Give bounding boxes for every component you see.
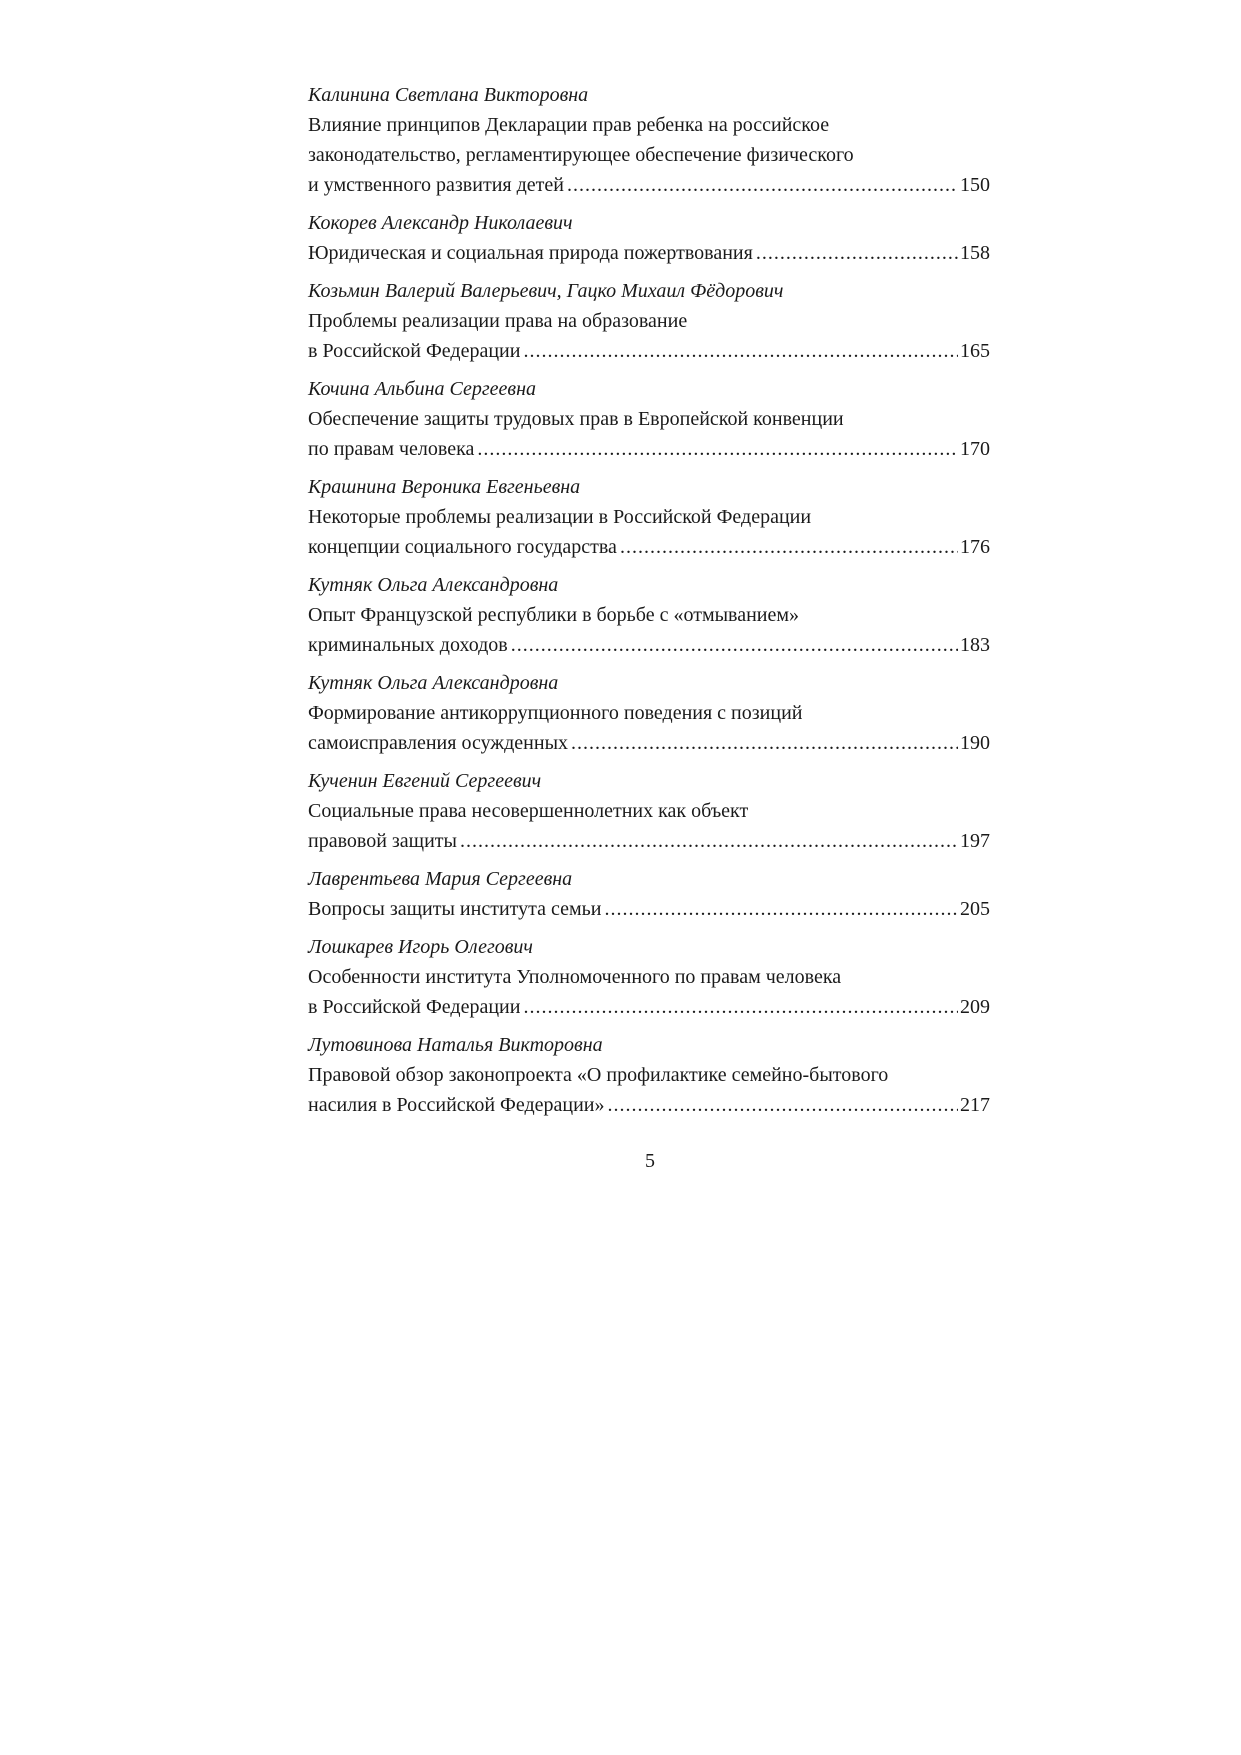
dot-leader — [460, 826, 958, 856]
entry-title-line: Влияние принципов Декларации прав ребенка на российское — [308, 114, 830, 136]
toc-entry — [308, 1030, 990, 1120]
entry-title-line: Социальные права несовершеннолетних как объект — [308, 800, 749, 822]
entry-title-line: законодательство, регламентирующее обеспечение физического — [308, 144, 854, 166]
toc-entry — [308, 932, 990, 1022]
toc-entry — [308, 374, 990, 464]
entry-title-line: Некоторые проблемы реализации в Российской Федерации — [308, 506, 812, 528]
entry-title-text: самоисправления осужденных — [308, 732, 569, 754]
entry-title-text: в Российской Федерации — [308, 340, 521, 362]
entry-title-text: насилия в Российской Федерации» — [308, 1094, 605, 1116]
dot-leader — [567, 170, 958, 200]
toc-entry — [308, 668, 990, 758]
dot-leader — [523, 992, 958, 1022]
entry-author: Козьмин Валерий Валерьевич, Гацко Михаил Фёдорович — [308, 280, 784, 302]
entry-title-last-line — [308, 532, 990, 562]
dot-leader — [511, 630, 958, 660]
dot-leader — [608, 1090, 958, 1120]
entry-page-number: 158 — [960, 242, 990, 264]
entry-title-text: криминальных доходов — [308, 634, 508, 656]
entry-title-text: в Российской Федерации — [308, 996, 521, 1018]
dot-leader — [756, 238, 958, 268]
entry-author: Калинина Светлана Викторовна — [308, 84, 589, 106]
table-of-contents — [308, 80, 990, 1128]
entry-page-number: 209 — [960, 996, 990, 1018]
entry-title-line: Обеспечение защиты трудовых прав в Европейской конвенции — [308, 408, 844, 430]
entry-title-line: Особенности института Уполномоченного по правам человека — [308, 966, 842, 988]
entry-title-last-line — [308, 170, 990, 200]
page-number: 5 — [645, 1150, 655, 1172]
entry-author: Кутняк Ольга Александровна — [308, 574, 559, 596]
entry-title-last-line — [308, 630, 990, 660]
entry-page-number: 217 — [960, 1094, 990, 1116]
entry-author: Лутовинова Наталья Викторовна — [308, 1034, 603, 1056]
entry-title-last-line — [308, 894, 990, 924]
entry-title-last-line — [308, 238, 990, 268]
entry-title-line: Правовой обзор законопроекта «О профилактике семейно-бытового — [308, 1064, 889, 1086]
entry-page-number: 150 — [960, 174, 990, 196]
entry-page-number: 190 — [960, 732, 990, 754]
toc-entry — [308, 472, 990, 562]
entry-author: Кочина Альбина Сергеевна — [308, 378, 536, 400]
entry-title-last-line — [308, 728, 990, 758]
entry-author: Кутняк Ольга Александровна — [308, 672, 559, 694]
entry-title-text: Юридическая и социальная природа пожертвования — [308, 242, 753, 264]
toc-entry — [308, 570, 990, 660]
dot-leader — [523, 336, 958, 366]
dot-leader — [604, 894, 958, 924]
toc-entry — [308, 208, 990, 268]
entry-page-number: 205 — [960, 898, 990, 920]
entry-page-number: 165 — [960, 340, 990, 362]
entry-title-last-line — [308, 992, 990, 1022]
entry-author: Крашнина Вероника Евгеньевна — [308, 476, 581, 498]
entry-title-last-line — [308, 826, 990, 856]
entry-title-line: Проблемы реализации права на образование — [308, 310, 688, 332]
entry-page-number: 170 — [960, 438, 990, 460]
entry-page-number: 197 — [960, 830, 990, 852]
entry-author: Кокорев Александр Николаевич — [308, 212, 573, 234]
toc-entry — [308, 80, 990, 200]
entry-title-text: концепции социального государства — [308, 536, 617, 558]
entry-title-line: Опыт Французской республики в борьбе с «отмыванием» — [308, 604, 800, 626]
entry-title-text: Вопросы защиты института семьи — [308, 898, 602, 920]
dot-leader — [620, 532, 958, 562]
dot-leader — [571, 728, 958, 758]
entry-title-text: и умственного развития детей — [308, 174, 564, 196]
entry-page-number: 176 — [960, 536, 990, 558]
entry-title-text: правовой защиты — [308, 830, 457, 852]
entry-author: Лаврентьева Мария Сергеевна — [308, 868, 573, 890]
entry-title-text: по правам человека — [308, 438, 475, 460]
toc-entry — [308, 864, 990, 924]
entry-title-last-line — [308, 1090, 990, 1120]
toc-entry — [308, 276, 990, 366]
entry-author: Кученин Евгений Сергеевич — [308, 770, 542, 792]
toc-entry — [308, 766, 990, 856]
entry-page-number: 183 — [960, 634, 990, 656]
entry-author: Лошкарев Игорь Олегович — [308, 936, 533, 958]
entry-title-last-line — [308, 434, 990, 464]
entry-title-line: Формирование антикоррупционного поведения с позиций — [308, 702, 803, 724]
dot-leader — [477, 434, 958, 464]
entry-title-last-line — [308, 336, 990, 366]
